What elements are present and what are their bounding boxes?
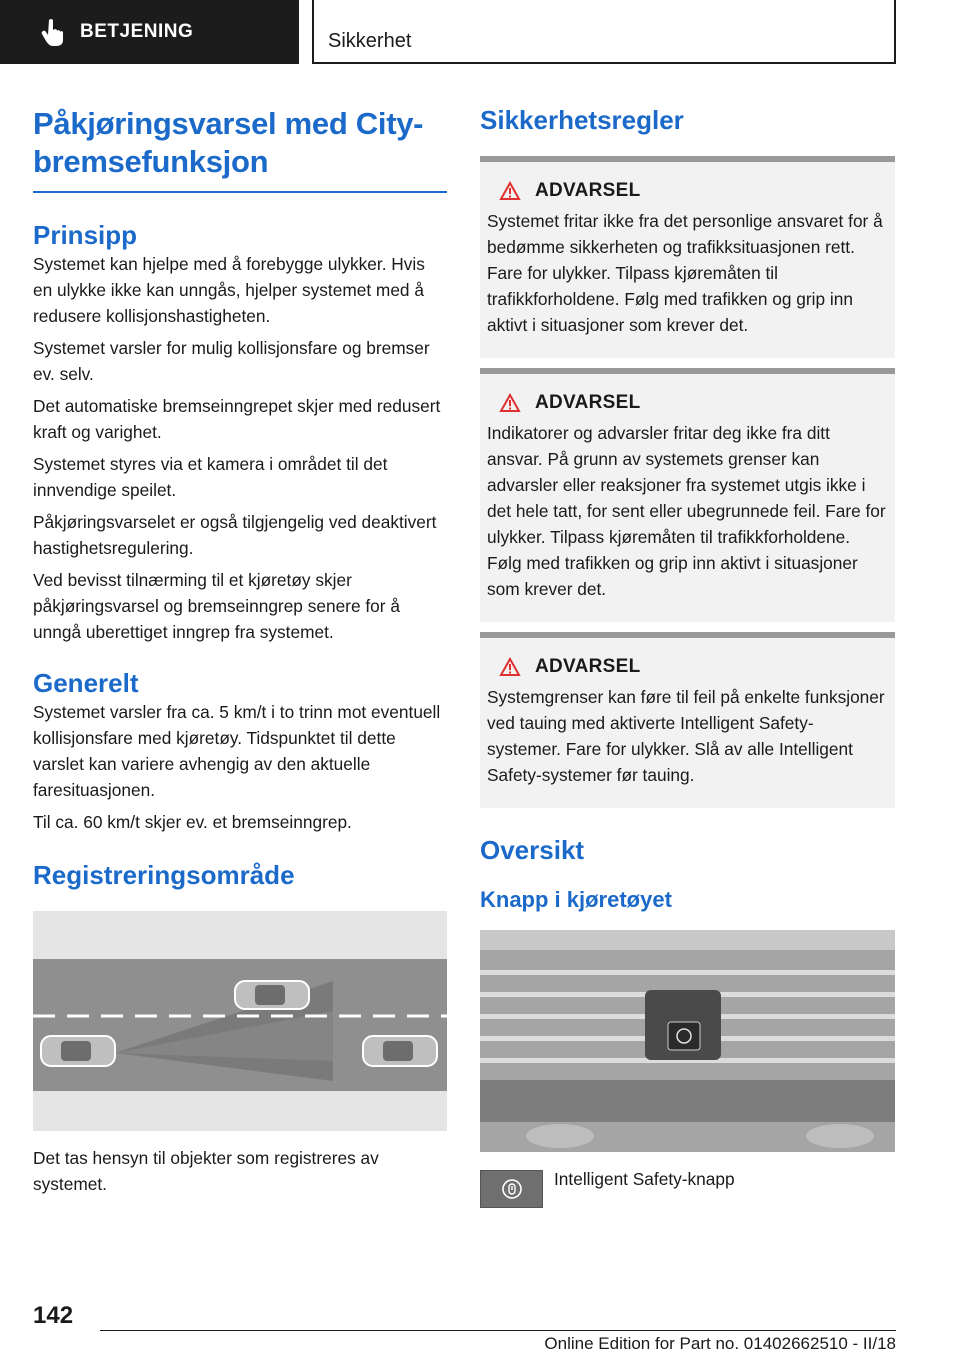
topic-header	[312, 0, 896, 64]
heading-generelt: Generelt	[33, 668, 139, 698]
button-legend-label: Intelligent Safety-knapp	[554, 1169, 735, 1189]
page-number: 142	[33, 1302, 74, 1329]
paragraph: Det automatiske bremseinngrepet skjer med redusert kraft og varighet.	[33, 396, 441, 442]
warning-text: Indikatorer og advarsler fritar deg ikke fra ditt ansvar. På grunn av systemets grenser kan advarsler eller reaksjoner fra systemet utgis ikke i det hele tatt, for sent eller ubegrunnede feil. Fare for ulykker. Tilpass kjøremåten til trafikkforholdene. Følg med trafikken og grip inn aktivt i situasjoner som krever det.	[487, 423, 886, 599]
car-icon	[41, 1036, 115, 1066]
footer-divider	[100, 1330, 896, 1331]
warning-text: Systemet fritar ikke fra det personlige ansvaret for å bedømme sikkerheten og trafikksituasjonen rett. Fare for ulykker. Tilpass kjøremåten til trafikkforholdene. Følg med trafikken og grip inn aktivt i situasjoner som krever det.	[487, 211, 883, 335]
car-icon	[363, 1036, 437, 1066]
warning-label: ADVARSEL	[535, 392, 641, 413]
paragraph: Systemet kan hjelpe med å forebygge ulykker. Hvis en ulykke ikke kan unngås, hjelper systemet med å redusere kollisjonshastigheten.	[33, 254, 425, 326]
warning-box	[480, 632, 895, 808]
section-label: BETJENING	[80, 21, 194, 42]
heading-prinsipp: Prinsipp	[33, 220, 138, 250]
subheading-knapp: Knapp i kjøretøyet	[480, 887, 672, 912]
title-divider	[33, 191, 447, 193]
warning-label: ADVARSEL	[535, 180, 641, 201]
button-photo	[480, 930, 895, 1152]
warning-box	[480, 156, 895, 358]
paragraph: Systemet styres via et kamera i området til det innvendige speilet.	[33, 454, 388, 500]
warning-text: Systemgrenser kan føre til feil på enkelte funksjoner ved tauing med aktiverte Intelligent Safety-systemer. Fare for ulykker. Slå av alle Intelligent Safety-systemer før tauing.	[487, 687, 885, 785]
hand-pointer-icon	[40, 17, 66, 47]
button-legend	[480, 1170, 895, 1208]
heading-registreringsomrade: Registreringsområde	[33, 860, 295, 890]
page-title: Påkjøringsvarsel med City- bremsefunksjon	[33, 106, 424, 179]
warning-triangle-icon	[499, 657, 521, 677]
heading-sikkerhetsregler: Sikkerhetsregler	[480, 105, 684, 135]
paragraph: Til ca. 60 km/t skjer ev. et bremseinngrep.	[33, 812, 352, 832]
road-illustration	[33, 911, 447, 1131]
warning-triangle-icon	[499, 181, 521, 201]
section-tab	[0, 0, 299, 64]
edition-note: Online Edition for Part no. 01402662510 - II/18	[544, 1334, 896, 1353]
warning-label: ADVARSEL	[535, 656, 641, 677]
generelt-body	[33, 699, 447, 835]
topic-label: Sikkerhet	[328, 30, 412, 52]
left-column	[33, 105, 447, 1197]
intelligent-safety-button[interactable]	[480, 1170, 543, 1208]
prinsipp-body	[33, 251, 447, 645]
safety-shield-icon	[501, 1178, 523, 1200]
warning-box	[480, 368, 895, 622]
right-column	[480, 100, 895, 1208]
heading-oversikt: Oversikt	[480, 835, 585, 865]
diagram-caption: Det tas hensyn til objekter som registreres av systemet.	[33, 1148, 379, 1194]
detection-area-diagram	[33, 911, 447, 1131]
paragraph: Påkjøringsvarselet er også tilgjengelig ved deaktivert hastighetsregulering.	[33, 512, 437, 558]
paragraph: Ved bevisst tilnærming til et kjøretøy skjer påkjøringsvarsel og bremseinngrep senere for å unngå uberettiget inngrep fra systemet.	[33, 570, 400, 642]
dashboard-illustration	[480, 930, 895, 1152]
paragraph: Systemet varsler fra ca. 5 km/t i to trinn mot eventuell kollisjonsfare med kjøretøy. Tidspunktet til dette varslet kan variere avhengig av den aktuelle faresituasjonen.	[33, 702, 441, 800]
car-icon	[235, 981, 309, 1009]
paragraph: Systemet varsler for mulig kollisjonsfare og bremser ev. selv.	[33, 338, 430, 384]
warning-triangle-icon	[499, 393, 521, 413]
